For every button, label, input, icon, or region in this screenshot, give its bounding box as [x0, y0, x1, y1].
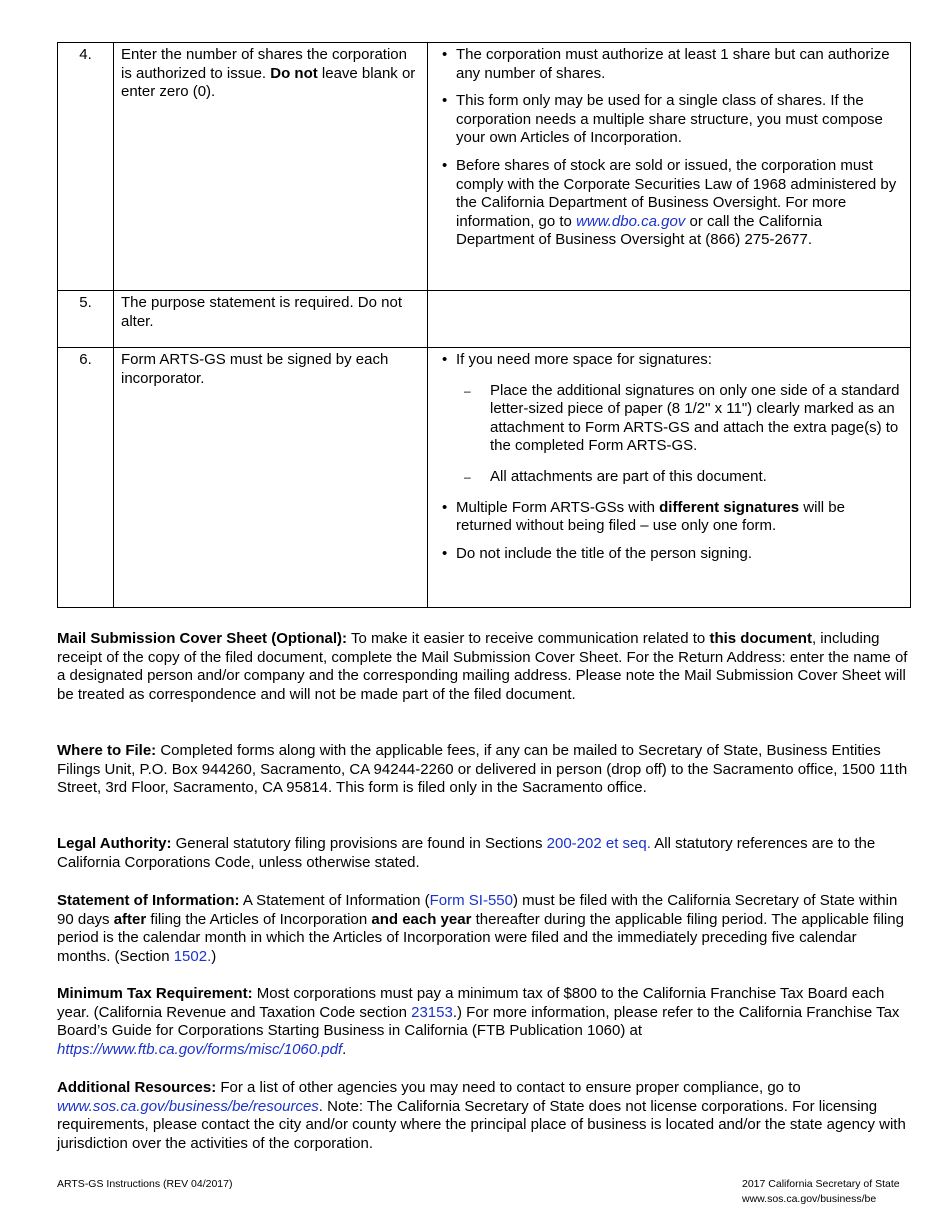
list-item: • Do not include the title of the person signing.: [435, 545, 903, 564]
min-tax-section: Minimum Tax Requirement: Most corporations must pay a minimum tax of $800 to the California Franchise Tax Board each year. (California Revenue and Taxation Code section 23153.) For more information, please refer to the California Franchise Tax Board’s Guide for Corporations Starting Business in California (FTB Publication 1060) at https://www.ftb.ca.gov/forms/misc/1060.pdf.: [57, 985, 900, 1058]
mail-cover-section: Mail Submission Cover Sheet (Optional): To make it easier to receive communication related to this document, including receipt of the copy of the filed document, complete the Mail Submission Cover Sheet. For the Return Address: enter the name of a designated person and/or company and the corresponding mailing address. Please note the Mail Submission Cover Sheet will be treated as correspondence and will not be made part of the filed document.: [57, 630, 908, 703]
list-item: • Before shares of stock are sold or issued, the corporation must comply with the Corporate Securities Law of 1968 administered by the California Department of Business Oversight. For more information, go to www.dbo.ca.gov or call the California Department of Business Oversight at (866) 275-2677.: [435, 157, 903, 250]
additional-resources-section: Additional Resources: For a list of other agencies you may need to contact to ensure proper compliance, go to www.sos.ca.gov/business/be/resources. Note: The California Secretary of State does not license corporations. For licensing requirements, please contact the city and/or county where the principal place of business is located and/or the state agency with jurisdiction over the activities of the corporation.: [57, 1079, 906, 1152]
sections-link[interactable]: 200-202 et seq.: [546, 835, 651, 852]
section-heading: Minimum Tax Requirement:: [57, 985, 253, 1002]
code-23153-link[interactable]: 23153: [411, 1003, 453, 1021]
legal-authority-section: Legal Authority: General statutory filing provisions are found in Sections 200-202 et seq. All statutory references are to the California Corporations Code, unless otherwise stated.: [57, 835, 876, 871]
list-item: • If you need more space for signatures: – Place the additional signatures on only one side of a standard letter-sized piece of paper (8 1/2" x 11") clearly marked as an attachment to Form ARTS-GS and attach the extra page(s) to the completed Form ARTS-GS. – All attachments are part of this document.: [435, 351, 903, 487]
section-heading: Additional Resources:: [57, 1079, 217, 1096]
notes-cell: [428, 43, 911, 291]
instruction-cell: Form ARTS-GS must be signed by each incorporator.: [114, 348, 428, 608]
row-number: 6.: [58, 348, 114, 608]
notes-list: [435, 351, 903, 563]
list-item: • This form only may be used for a single class of shares. If the corporation needs a multiple share structure, you must compose your own Articles of Incorporation.: [435, 92, 903, 148]
section-1502-link[interactable]: 1502.: [173, 947, 212, 965]
section-heading: Statement of Information:: [57, 892, 240, 909]
section-heading: Mail Submission Cover Sheet (Optional):: [57, 630, 348, 647]
ftb-link[interactable]: https://www.ftb.ca.gov/forms/misc/1060.pdf: [57, 1040, 343, 1058]
section-heading: Legal Authority:: [57, 835, 172, 852]
notes-list: [435, 46, 903, 250]
table-row: [58, 348, 911, 608]
notes-cell: [428, 348, 911, 608]
list-item: • The corporation must authorize at least 1 share but can authorize any number of shares.: [435, 46, 903, 83]
row-number: 4.: [58, 43, 114, 291]
instruction-cell: The purpose statement is required. Do not alter.: [114, 291, 428, 348]
list-item: • Multiple Form ARTS-GSs with different signatures will be returned without being filed – use only one form.: [435, 499, 903, 536]
footer-copyright: [742, 1177, 900, 1207]
instructions-table: [57, 42, 911, 608]
sub-list-item: – All attachments are part of this document.: [456, 468, 903, 487]
footer-form-id: ARTS-GS Instructions (REV 04/2017): [57, 1178, 233, 1190]
section-heading: Where to File:: [57, 742, 157, 759]
sub-list-item: – Place the additional signatures on only one side of a standard letter-sized piece of paper (8 1/2" x 11") clearly marked as an attachment to Form ARTS-GS and attach the extra page(s) to the completed Form ARTS-GS.: [456, 382, 903, 456]
instruction-cell: Enter the number of shares the corporation is authorized to issue. Do not leave blank or enter zero (0).: [114, 43, 428, 291]
where-to-file-section: Where to File: Completed forms along with the applicable fees, if any can be mailed to Secretary of State, Business Entities Filings Unit, P.O. Box 944260, Sacramento, CA 94244-2260 or delivered in person (drop off) to the Sacramento office, 1500 11th Street, 3rd Floor, Sacramento, CA 95814. This form is filed only in the Sacramento office.: [57, 742, 908, 797]
table-row: [58, 291, 911, 348]
form-si550-link[interactable]: Form SI-550: [429, 892, 513, 909]
footer-url: www.sos.ca.gov/business/be: [742, 1193, 877, 1205]
dbo-link[interactable]: www.dbo.ca.gov: [576, 212, 686, 230]
resources-link[interactable]: www.sos.ca.gov/business/be/resources: [57, 1097, 319, 1115]
sub-list: [456, 382, 903, 487]
statement-info-section: Statement of Information: A Statement of Information (Form SI-550) must be filed with the California Secretary of State within 90 days after filing the Articles of Incorporation and each year thereafter during the applicable filing period. The applicable filing period is the calendar month in which the Articles of Incorporation were filed and the immediately preceding five calendar months. (Section 1502.): [57, 892, 904, 965]
row-number: 5.: [58, 291, 114, 348]
footer-copyright-line: 2017 California Secretary of State: [742, 1178, 900, 1190]
notes-cell: [428, 291, 911, 348]
table-row: [58, 43, 911, 291]
